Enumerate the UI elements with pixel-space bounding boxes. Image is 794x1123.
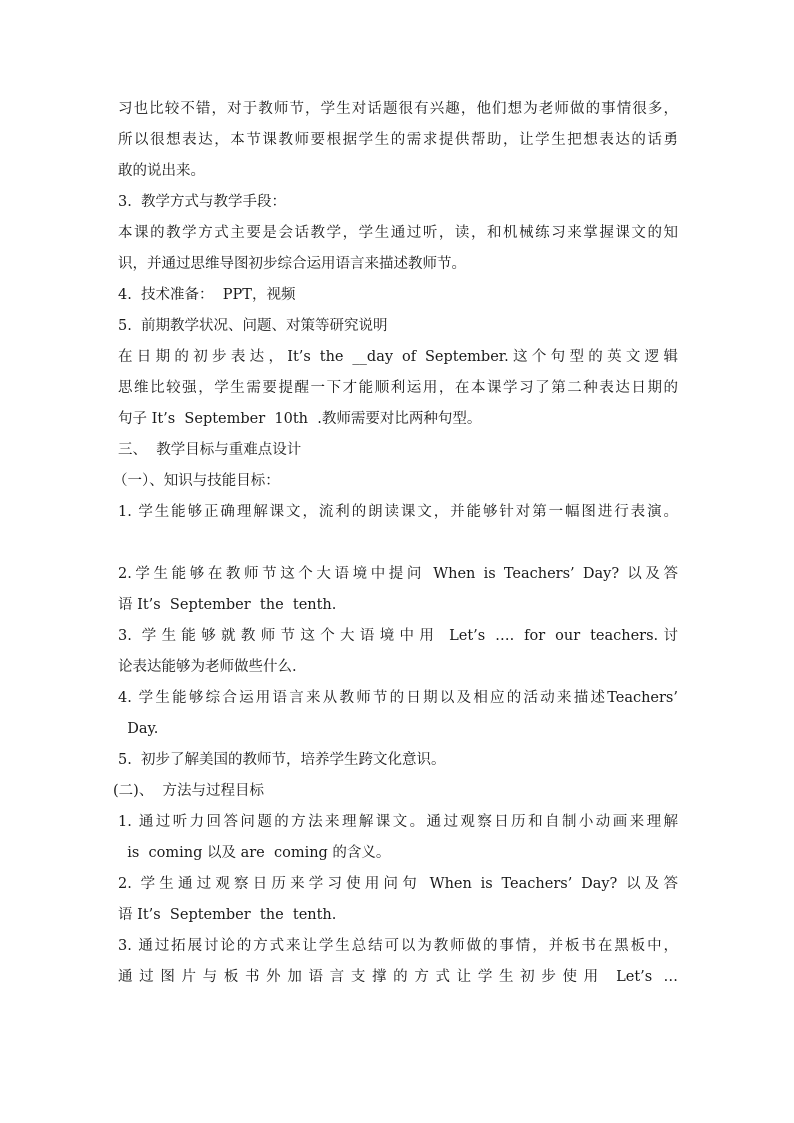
section-heading-tech-prep: 4. 技术准备： PPT，视频 bbox=[118, 287, 296, 303]
text-line-23: 1. 通过听力回答问题的方法来理解课文。通过观察日历和自制小动画来理解 bbox=[118, 814, 678, 830]
text-line-3: 敢的说出来。 bbox=[118, 163, 205, 179]
subsection-heading-process: (二)、 方法与过程目标 bbox=[113, 783, 265, 799]
text-line-28: 通过图片与板书外加语言支撑的方式让学生初步使用 Let’s … bbox=[118, 969, 678, 985]
text-line-6: 识，并通过思维导图初步综合运用语言来描述教师节。 bbox=[118, 256, 466, 272]
section-heading-research: 5. 前期教学状况、问题、对策等研究说明 bbox=[118, 318, 388, 334]
text-line-19: 4. 学生能够综合运用语言来从教师节的日期以及相应的活动来描述Teachers’ bbox=[118, 690, 678, 706]
subsection-heading-knowledge: （一）、知识与技能目标： bbox=[113, 473, 280, 489]
text-line-25: 2. 学生通过观察日历来学习使用问句 When is Teachers’ Day? 以及答 bbox=[118, 876, 678, 892]
text-line-15: 2.学生能够在教师节这个大语境中提问 When is Teachers’ Day? 以及答 bbox=[118, 566, 678, 582]
text-line-11: 句子 It’s September 10th .教师需要对比两种句型。 bbox=[118, 411, 482, 427]
text-line-1: 习也比较不错，对于教师节，学生对话题很有兴趣，他们想为老师做的事情很多， bbox=[118, 101, 678, 117]
text-line-16: 语 It’s September the tenth. bbox=[118, 597, 337, 613]
text-line-21: 5. 初步了解美国的教师节，培养学生跨文化意识。 bbox=[118, 752, 446, 768]
text-line-27: 3. 通过拓展讨论的方式来让学生总结可以为教师做的事情，并板书在黑板中， bbox=[118, 938, 678, 954]
text-line-26: 语 It’s September the tenth. bbox=[118, 907, 337, 923]
section-heading-objectives: 三、 教学目标与重难点设计 bbox=[118, 442, 302, 458]
text-line-5: 本课的教学方式主要是会话教学，学生通过听，读，和机械练习来掌握课文的知 bbox=[118, 225, 678, 241]
text-line-24: is coming 以及 are coming 的含义。 bbox=[118, 845, 391, 861]
text-line-9: 在日期的初步表达，It’s the __day of September.这个句型的英文逻辑 bbox=[118, 349, 678, 365]
text-line-18: 论表达能够为老师做些什么. bbox=[118, 659, 297, 675]
text-line-14: 1. 学生能够正确理解课文，流利的朗读课文，并能够针对第一幅图进行表演。 bbox=[118, 504, 678, 520]
text-line-20: Day. bbox=[118, 721, 159, 737]
text-line-10: 思维比较强，学生需要提醒一下才能顺利运用，在本课学习了第二种表达日期的 bbox=[118, 380, 678, 396]
section-heading-teaching-methods: 3. 教学方式与教学手段： bbox=[118, 194, 287, 210]
text-line-2: 所以很想表达，本节课教师要根据学生的需求提供帮助，让学生把想表达的话勇 bbox=[118, 132, 678, 148]
text-line-17: 3. 学生能够就教师节这个大语境中用 Let’s …. for our teachers.讨 bbox=[118, 628, 678, 644]
